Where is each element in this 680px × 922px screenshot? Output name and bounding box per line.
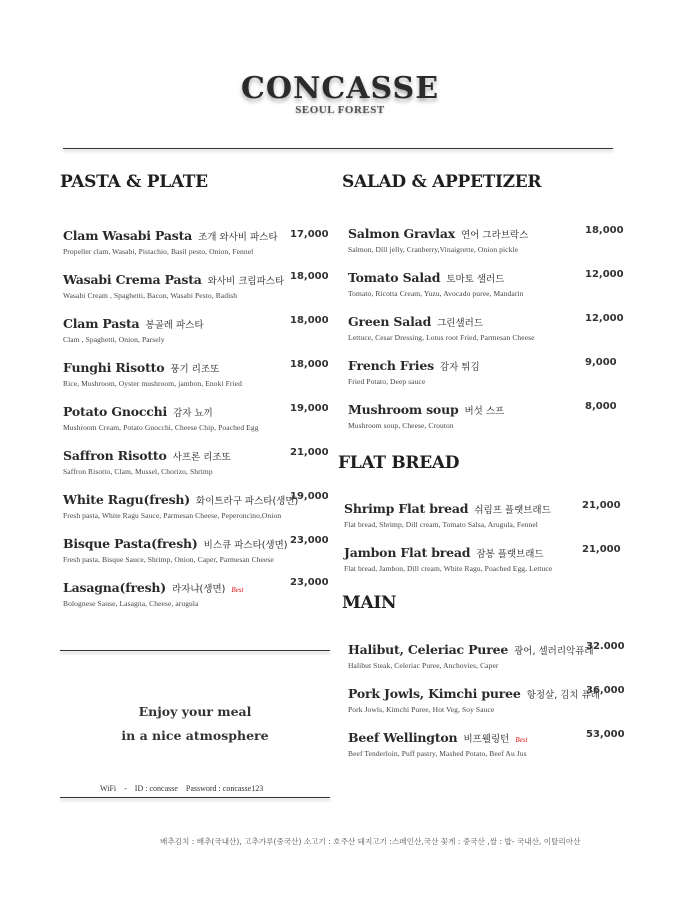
menu-item-title-line — [344, 498, 551, 517]
menu-item-korean-name: 와사비 크림파스타 — [207, 276, 285, 287]
menu-item-korean-name: 항정살, 김치 퓨레 — [526, 690, 600, 701]
menu-item-price: 18,000 — [585, 225, 624, 236]
menu-item-price: 19,000 — [290, 491, 329, 502]
menu-item-title-line — [63, 533, 288, 552]
menu-item — [344, 498, 551, 529]
menu-item-title-line — [348, 399, 504, 418]
menu-item-price: 32.000 — [586, 641, 625, 652]
menu-item — [348, 639, 594, 670]
menu-item-title-line — [344, 542, 552, 561]
menu-item-description: Pork Jowls, Kimchi Puree, Hot Veg, Soy Sauce — [348, 705, 495, 714]
menu-item — [348, 683, 600, 714]
section-title-main: MAIN — [342, 593, 397, 613]
wifi-password: Password : concasse123 — [185, 784, 264, 793]
menu-item-korean-name: 감자 뇨끼 — [173, 408, 213, 419]
menu-item-title-line — [63, 445, 231, 464]
menu-item-korean-name: 연어 그라브락스 — [461, 230, 529, 241]
menu-item-price: 23,000 — [290, 535, 329, 546]
menu-item — [63, 401, 259, 432]
brand-subtitle: SEOUL FOREST — [295, 104, 385, 116]
menu-item-title-line — [63, 489, 298, 508]
menu-item — [63, 357, 242, 388]
menu-item-description: Halibut Steak, Celeriac Puree, Anchovies, Caper — [348, 661, 499, 670]
wifi-separator: - — [124, 784, 127, 793]
menu-item-price: 53,000 — [586, 729, 625, 740]
menu-item-korean-name: 조개 와사비 파스타 — [198, 232, 278, 243]
menu-item — [63, 489, 298, 520]
menu-item-title-line — [63, 401, 259, 420]
menu-item-description: Saffron Risotto, Clam, Mussel, Chorizo, Shrimp — [63, 467, 213, 476]
menu-item-name: Pork Jowls, Kimchi puree — [348, 686, 521, 701]
menu-item-name: Clam Pasta — [63, 316, 140, 331]
menu-item-price: 18,000 — [290, 271, 329, 282]
menu-item-name: Tomato Salad — [348, 270, 441, 285]
origin-note: 배추김치 : 배추(국내산), 고추가루(중국산) 소고기 : 호주산 돼지고기 :스페인산,국산 꽃게 : 중국산 ,쌀 : 밥- 국내산, 이탈리아산 — [160, 837, 581, 846]
menu-item-name: Beef Wellington — [348, 730, 458, 745]
wifi-id: ID : concasse — [134, 784, 178, 793]
menu-item-name: Wasabi Crema Pasta — [63, 272, 202, 287]
menu-item-name: Jambon Flat bread — [344, 545, 471, 560]
menu-item — [344, 542, 552, 573]
wifi-label: WiFi — [100, 784, 117, 793]
menu-item-description: Lettuce, Cesar Dressing, Lotus root Fried, Parmesan Cheese — [348, 333, 535, 342]
menu-item-korean-name: 쉬림프 플랫브래드 — [474, 505, 551, 516]
menu-item — [63, 577, 243, 608]
menu-item-price: 17,000 — [290, 229, 329, 240]
menu-item-price: 8,000 — [585, 401, 617, 412]
top-divider — [63, 148, 613, 149]
brand-header — [0, 72, 680, 116]
menu-item-price: 19,000 — [290, 403, 329, 414]
menu-item-title-line — [63, 269, 284, 288]
menu-item-title-line — [348, 639, 594, 658]
menu-item-price: 21,000 — [582, 500, 621, 511]
menu-item-price: 23,000 — [290, 577, 329, 588]
menu-item — [348, 399, 504, 430]
menu-item-description: Beef Tenderloin, Puff pastry, Mashed Potato, Beef Au Jus — [348, 749, 527, 758]
menu-item-description: Clam , Spaghetti, Onion, Parsely — [63, 335, 165, 344]
menu-item — [63, 533, 288, 564]
enjoy-line-2: in a nice atmosphere — [121, 728, 269, 743]
menu-item-description: Flat bread, Jambon, Dill cream, White Ragu, Poached Egg, Lettuce — [344, 564, 553, 573]
menu-item-price: 9,000 — [585, 357, 617, 368]
best-badge: Best — [515, 736, 528, 744]
menu-item-price: 12,000 — [585, 269, 624, 280]
menu-item-korean-name: 잠봉 플랫브래드 — [476, 549, 544, 560]
menu-item — [348, 267, 523, 298]
menu-item-name: Halibut, Celeriac Puree — [348, 642, 509, 657]
menu-item-name: Green Salad — [348, 314, 432, 329]
menu-item — [348, 727, 527, 758]
menu-item-title-line — [348, 223, 528, 242]
footer-divider-top — [60, 650, 330, 651]
menu-item-korean-name: 감자 튀김 — [439, 362, 480, 373]
menu-item-price: 12,000 — [585, 313, 624, 324]
menu-item-description: Fried Potato, Deep sauce — [348, 377, 426, 386]
menu-item-korean-name: 화이트라구 파스타(생면) — [196, 496, 299, 507]
menu-item — [63, 445, 231, 476]
menu-item-name: Potato Gnocchi — [63, 404, 168, 419]
menu-item-korean-name: 라자냐(생면) — [172, 584, 226, 595]
menu-item-name: Saffron Risotto — [63, 448, 167, 463]
menu-item-title-line — [348, 355, 480, 374]
menu-item-korean-name: 풍기 리조또 — [170, 364, 220, 375]
menu-item-title-line — [348, 727, 527, 746]
best-badge: Best — [231, 586, 244, 594]
menu-item-korean-name: 광어, 셀러리악퓨레 — [514, 646, 594, 657]
brand-name: CONCASSE — [240, 71, 440, 106]
menu-item — [63, 269, 284, 300]
menu-item-title-line — [63, 225, 278, 244]
menu-item-korean-name: 봉골레 파스타 — [145, 320, 204, 331]
menu-item-description: Bolognese Sause, Lasagna, Cheese, arugula — [63, 599, 199, 608]
menu-item-description: Flat bread, Shrimp, Dill cream, Tomato Salsa, Arugula, Fennel — [344, 520, 538, 529]
menu-item-description: Salmon, Dill jelly, Cranberry,Vinaigrette, Onion pickle — [348, 245, 519, 254]
section-title-flatbread: FLAT BREAD — [338, 453, 460, 473]
menu-item-name: White Ragu(fresh) — [63, 492, 191, 507]
menu-item-korean-name: 버섯 스프 — [464, 406, 505, 417]
menu-item-korean-name: 사프론 리조또 — [172, 452, 231, 463]
menu-item — [348, 311, 535, 342]
enjoy-line-1: Enjoy your meal — [138, 704, 252, 719]
menu-item-name: Mushroom soup — [348, 402, 459, 417]
menu-item-title-line — [348, 267, 523, 286]
wifi-info — [100, 784, 269, 793]
menu-item-description: Wasabi Cream , Spaghetti, Bacon, Wasabi Pesto, Radish — [63, 291, 238, 300]
menu-item-description: Mushroom Cream, Potato Gnocchi, Cheese Chip, Poached Egg — [63, 423, 259, 432]
menu-item-title-line — [63, 357, 242, 376]
menu-item-price: 18,000 — [290, 359, 329, 370]
menu-item — [348, 223, 528, 254]
menu-item-description: Rice, Mushroom, Oyster mushroom, jambon, Enoki Fried — [63, 379, 242, 388]
menu-item-korean-name: 그린샐러드 — [437, 318, 484, 329]
menu-item-description: Fresh pasta, White Ragu Sauce, Parmesan Cheese, Peperoncino,Onion — [63, 511, 282, 520]
menu-item-description: Fresh pasta, Bisque Sauce, Shrimp, Onion, Caper, Parmesan Cheese — [63, 555, 274, 564]
menu-item-name: Funghi Risotto — [63, 360, 165, 375]
menu-item-price: 21,000 — [290, 447, 329, 458]
menu-item-title-line — [348, 683, 600, 702]
menu-item-title-line — [348, 311, 535, 330]
section-title-salad: SALAD & APPETIZER — [342, 172, 542, 192]
menu-item-name: Bisque Pasta(fresh) — [63, 536, 198, 551]
menu-item-korean-name: 비프웰링턴 — [463, 734, 510, 745]
menu-item-name: French Fries — [348, 358, 434, 373]
menu-item-description: Tomato, Ricotta Cream, Yuzu, Avocado puree, Mandarin — [348, 289, 524, 298]
menu-item-name: Salmon Gravlax — [348, 226, 456, 241]
menu-item — [348, 355, 480, 386]
menu-item — [63, 313, 204, 344]
menu-item-name: Clam Wasabi Pasta — [63, 228, 193, 243]
footer-divider-bottom — [60, 797, 330, 798]
menu-item-name: Shrimp Flat bread — [344, 501, 469, 516]
menu-item — [63, 225, 278, 256]
menu-item-title-line — [63, 313, 204, 332]
menu-item-description: Mushroom soup, Cheese, Crouton — [348, 421, 454, 430]
menu-item-price: 18,000 — [290, 315, 329, 326]
menu-item-korean-name: 토마토 샐러드 — [446, 274, 505, 285]
menu-item-price: 21,000 — [582, 544, 621, 555]
menu-item-price: 36,000 — [586, 685, 625, 696]
section-title-pasta: PASTA & PLATE — [60, 172, 208, 192]
menu-item-description: Propeller clam, Wasabi, Pistachio, Basil pesto, Onion, Fennel — [63, 247, 254, 256]
menu-item-title-line — [63, 577, 243, 596]
menu-item-name: Lasagna(fresh) — [63, 580, 167, 595]
menu-item-korean-name: 비스큐 파스타(생면) — [203, 540, 288, 551]
